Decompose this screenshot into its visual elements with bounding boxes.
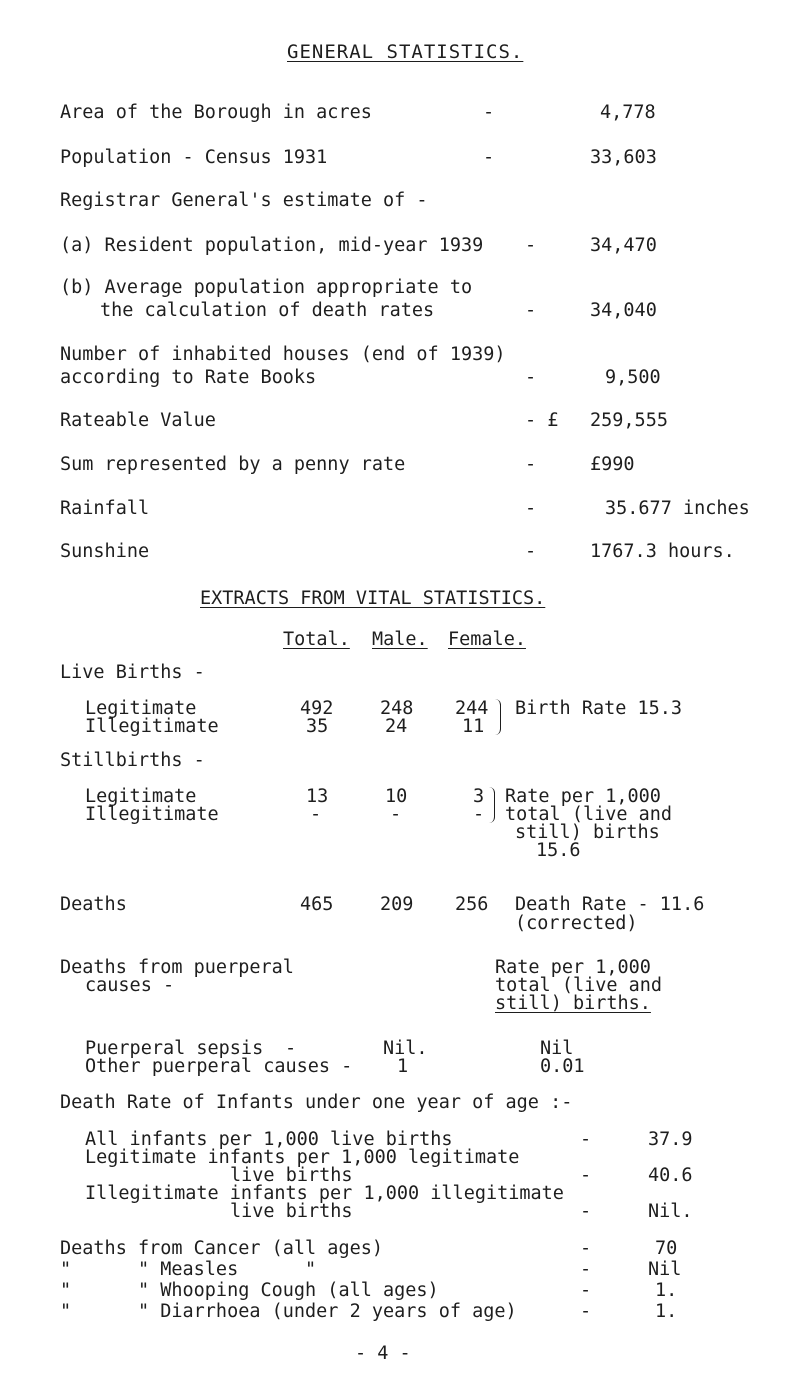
sepsis-label: Puerperal sepsis [85, 1037, 264, 1059]
puerperal-label-1: Deaths from puerperal [60, 956, 294, 978]
cause-whooping-cough-dash: - [580, 1280, 592, 1301]
houses-label-2: according to Rate Books [60, 367, 317, 388]
live-births-label: Live Births - [60, 662, 205, 684]
houses-value: 9,500 [605, 367, 661, 388]
rateable-dash: - £ [525, 410, 559, 432]
penny-rate-value: £990 [590, 454, 635, 476]
rainfall-label: Rainfall [60, 497, 150, 519]
col-male: Male. [372, 628, 428, 650]
deaths-female: 256 [455, 894, 489, 916]
penny-rate-dash: - [525, 454, 537, 476]
still-legit-female: 3 [473, 785, 485, 807]
average-value: 34,040 [590, 300, 657, 322]
infants-illegit-1: Illegitimate infants per 1,000 illegitimate [85, 1183, 564, 1205]
other-rate: 0.01 [540, 1055, 585, 1077]
rateable-label: Rateable Value [60, 410, 216, 432]
rainfall-dash: - [525, 497, 537, 519]
death-rate-2: (corrected) [515, 913, 638, 935]
illegit-total: 35 [306, 716, 329, 738]
still-illegit-label: Illegitimate [85, 803, 219, 825]
other-label: Other puerperal causes - [85, 1055, 353, 1077]
infants-legit-2: live births [230, 1165, 353, 1187]
sepsis-rate: Nil [540, 1037, 574, 1059]
resident-dash: - [525, 234, 537, 256]
legit-female: 244 [455, 698, 489, 720]
illegit-female: 11 [462, 716, 485, 738]
rainfall-value: 35.677 inches [605, 497, 750, 519]
area-label: Area of the Borough in acres [60, 102, 372, 124]
birth-brace [495, 699, 501, 735]
legit-total: 492 [300, 698, 334, 720]
resident-label: (a) Resident population, mid-year 1939 [60, 234, 484, 256]
still-rate-2: total (live and [505, 803, 673, 825]
cause-measles-dash: - [580, 1259, 592, 1280]
infants-legit-value: 40.6 [648, 1165, 693, 1187]
population-dash: - [483, 146, 495, 168]
still-legit-label: Legitimate [85, 785, 197, 807]
legit-label: Legitimate [85, 698, 197, 720]
page-heading: GENERAL STATISTICS. [287, 41, 524, 64]
still-illegit-total: - [310, 803, 322, 825]
infants-all-dash: - [580, 1129, 592, 1151]
birth-rate: Birth Rate 15.3 [515, 698, 683, 720]
deaths-total: 465 [300, 894, 334, 916]
infants-illegit-2: live births [230, 1201, 353, 1223]
infants-legit-1: Legitimate infants per 1,000 legitimate [85, 1147, 520, 1169]
deaths-label: Deaths [60, 894, 127, 916]
puerperal-label-2: causes - [85, 974, 175, 996]
houses-dash: - [525, 367, 537, 388]
infants-heading: Death Rate of Infants under one year of age :- [60, 1092, 573, 1114]
vital-heading: EXTRACTS FROM VITAL STATISTICS. [200, 587, 546, 609]
stillbirths-label: Stillbirths - [60, 750, 205, 772]
cause-diarrhoea-value: 1. [655, 1301, 678, 1322]
still-rate-4: 15.6 [536, 839, 581, 861]
resident-value: 34,470 [590, 234, 657, 256]
puerperal-rate-1: Rate per 1,000 [495, 956, 651, 978]
cause-measles-value: Nil [648, 1259, 682, 1280]
page-number: - 4 - [355, 1343, 411, 1364]
cause-cancer-label: Deaths from Cancer (all ages) [60, 1238, 384, 1259]
still-legit-male: 10 [385, 785, 408, 807]
still-illegit-female: - [473, 803, 485, 825]
other-value: 1 [397, 1055, 409, 1077]
still-legit-total: 13 [306, 785, 329, 807]
cause-cancer-value: 70 [655, 1238, 678, 1259]
cause-whooping-cough-value: 1. [655, 1280, 678, 1301]
average-label: (b) Average population appropriate to [60, 277, 473, 298]
infants-all-value: 37.9 [648, 1129, 693, 1151]
puerperal-rate-3: still) births. [495, 992, 651, 1014]
cause-diarrhoea-dash: - [580, 1301, 592, 1322]
still-illegit-male: - [390, 803, 402, 825]
sunshine-value: 1767.3 hours. [590, 540, 735, 562]
deaths-male: 209 [380, 894, 414, 916]
puerperal-rate-2: total (live and [495, 974, 663, 996]
cause-cancer-dash: - [580, 1238, 592, 1259]
still-brace [489, 787, 495, 823]
average-dash: - [525, 300, 537, 322]
infants-illegit-value: Nil. [648, 1201, 693, 1223]
rateable-value: 259,555 [590, 410, 668, 432]
still-rate-1: Rate per 1,000 [505, 785, 661, 807]
sunshine-dash: - [525, 540, 537, 562]
population-value: 33,603 [590, 146, 657, 168]
cause-measles-label: " " Measles " [60, 1259, 317, 1280]
area-dash: - [483, 102, 495, 124]
penny-rate-label: Sum represented by a penny rate [60, 454, 406, 476]
cause-diarrhoea-label: " " Diarrhoea (under 2 years of age) [60, 1301, 517, 1322]
average-label-2: the calculation of death rates [100, 300, 435, 322]
area-value: 4,778 [600, 102, 656, 124]
illegit-male: 24 [385, 716, 408, 738]
death-rate-1: Death Rate - 11.6 [515, 894, 705, 916]
still-rate-3: still) births [515, 821, 660, 843]
col-female: Female. [448, 628, 526, 650]
infants-illegit-dash: - [580, 1201, 592, 1223]
houses-label: Number of inhabited houses (end of 1939) [60, 343, 506, 365]
legit-male: 248 [380, 698, 414, 720]
sepsis-value: Nil. [383, 1037, 428, 1059]
infants-all-label: All infants per 1,000 live births [85, 1129, 453, 1151]
illegit-label: Illegitimate [85, 716, 219, 738]
cause-whooping-cough-label: " " Whooping Cough (all ages) [60, 1280, 439, 1301]
population-label: Population - Census 1931 [60, 146, 328, 168]
col-total: Total. [283, 628, 350, 650]
sunshine-label: Sunshine [60, 540, 150, 562]
registrar-label: Registrar General's estimate of - [60, 189, 428, 211]
sepsis-dash: - [285, 1037, 297, 1059]
infants-legit-dash: - [580, 1165, 592, 1187]
